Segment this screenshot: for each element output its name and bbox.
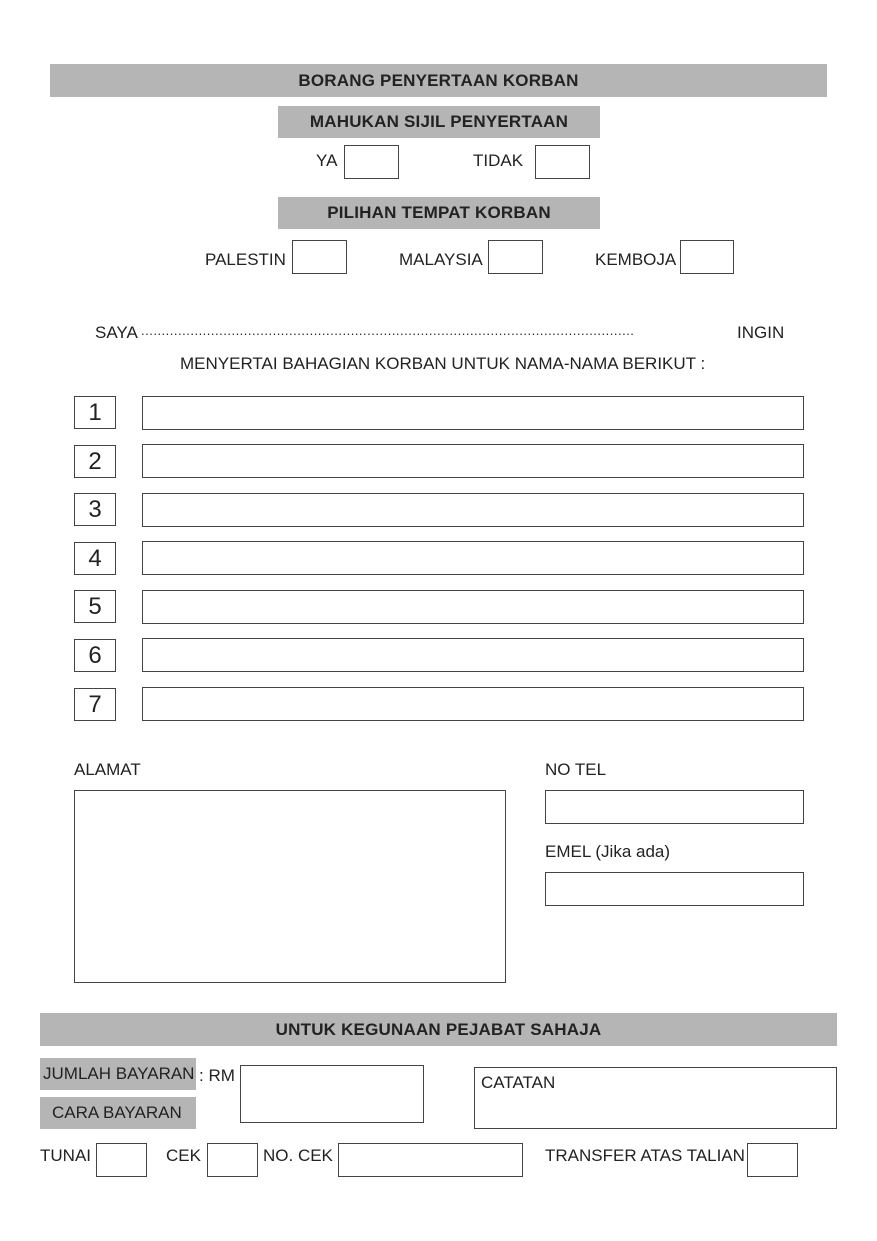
declaration-line2: MENYERTAI BAHAGIAN KORBAN UNTUK NAMA-NAMA BERIKUT : [180, 354, 706, 373]
amount-currency: : RM [199, 1066, 235, 1085]
cheque-label: CEK [166, 1146, 201, 1165]
location-malaysia-checkbox[interactable] [488, 240, 543, 274]
email-field[interactable] [545, 872, 804, 906]
name-number-5: 5 [74, 590, 116, 623]
phone-field[interactable] [545, 790, 804, 824]
name-field-7[interactable] [142, 687, 804, 721]
online-transfer-label: TRANSFER ATAS TALIAN [545, 1146, 745, 1165]
location-kemboja-checkbox[interactable] [680, 240, 734, 274]
address-label: ALAMAT [74, 760, 141, 779]
online-transfer-checkbox[interactable] [747, 1143, 798, 1177]
location-palestin-checkbox[interactable] [292, 240, 347, 274]
name-number-6: 6 [74, 639, 116, 672]
cash-checkbox[interactable] [96, 1143, 147, 1177]
location-malaysia-label: MALAYSIA [399, 250, 483, 269]
cheque-checkbox[interactable] [207, 1143, 258, 1177]
payment-method-label: CARA BAYARAN [40, 1097, 196, 1129]
cheque-number-field[interactable] [338, 1143, 523, 1177]
name-field-6[interactable] [142, 638, 804, 672]
name-field-4[interactable] [142, 541, 804, 575]
certificate-no-label: TIDAK [473, 151, 524, 170]
phone-label: NO TEL [545, 760, 607, 779]
declaration-suffix: INGIN [737, 323, 785, 342]
amount-field[interactable] [240, 1065, 424, 1123]
name-number-3: 3 [74, 493, 116, 526]
certificate-heading: MAHUKAN SIJIL PENYERTAAN [278, 106, 600, 138]
certificate-yes-checkbox[interactable] [344, 145, 399, 179]
cash-label: TUNAI [40, 1146, 91, 1165]
certificate-yes-label: YA [316, 151, 338, 170]
location-palestin-label: PALESTIN [205, 250, 286, 269]
name-field-3[interactable] [142, 493, 804, 527]
email-label: EMEL (Jika ada) [545, 842, 671, 861]
name-number-1: 1 [74, 396, 116, 429]
name-number-7: 7 [74, 688, 116, 721]
name-number-4: 4 [74, 542, 116, 575]
location-kemboja-label: KEMBOJA [595, 250, 677, 269]
form-title: BORANG PENYERTAAN KORBAN [50, 64, 827, 97]
declaration-dotted-line: ........................................................................................................................ [141, 323, 635, 338]
notes-label: CATATAN [481, 1073, 556, 1092]
location-heading: PILIHAN TEMPAT KORBAN [278, 197, 600, 229]
name-field-5[interactable] [142, 590, 804, 624]
name-number-2: 2 [74, 445, 116, 478]
declaration-prefix: SAYA [95, 323, 138, 342]
address-field[interactable] [74, 790, 506, 983]
cheque-number-label: NO. CEK [263, 1146, 333, 1165]
office-use-heading: UNTUK KEGUNAAN PEJABAT SAHAJA [40, 1013, 837, 1046]
name-field-1[interactable] [142, 396, 804, 430]
amount-label: JUMLAH BAYARAN [40, 1058, 196, 1090]
certificate-no-checkbox[interactable] [535, 145, 590, 179]
name-field-2[interactable] [142, 444, 804, 478]
